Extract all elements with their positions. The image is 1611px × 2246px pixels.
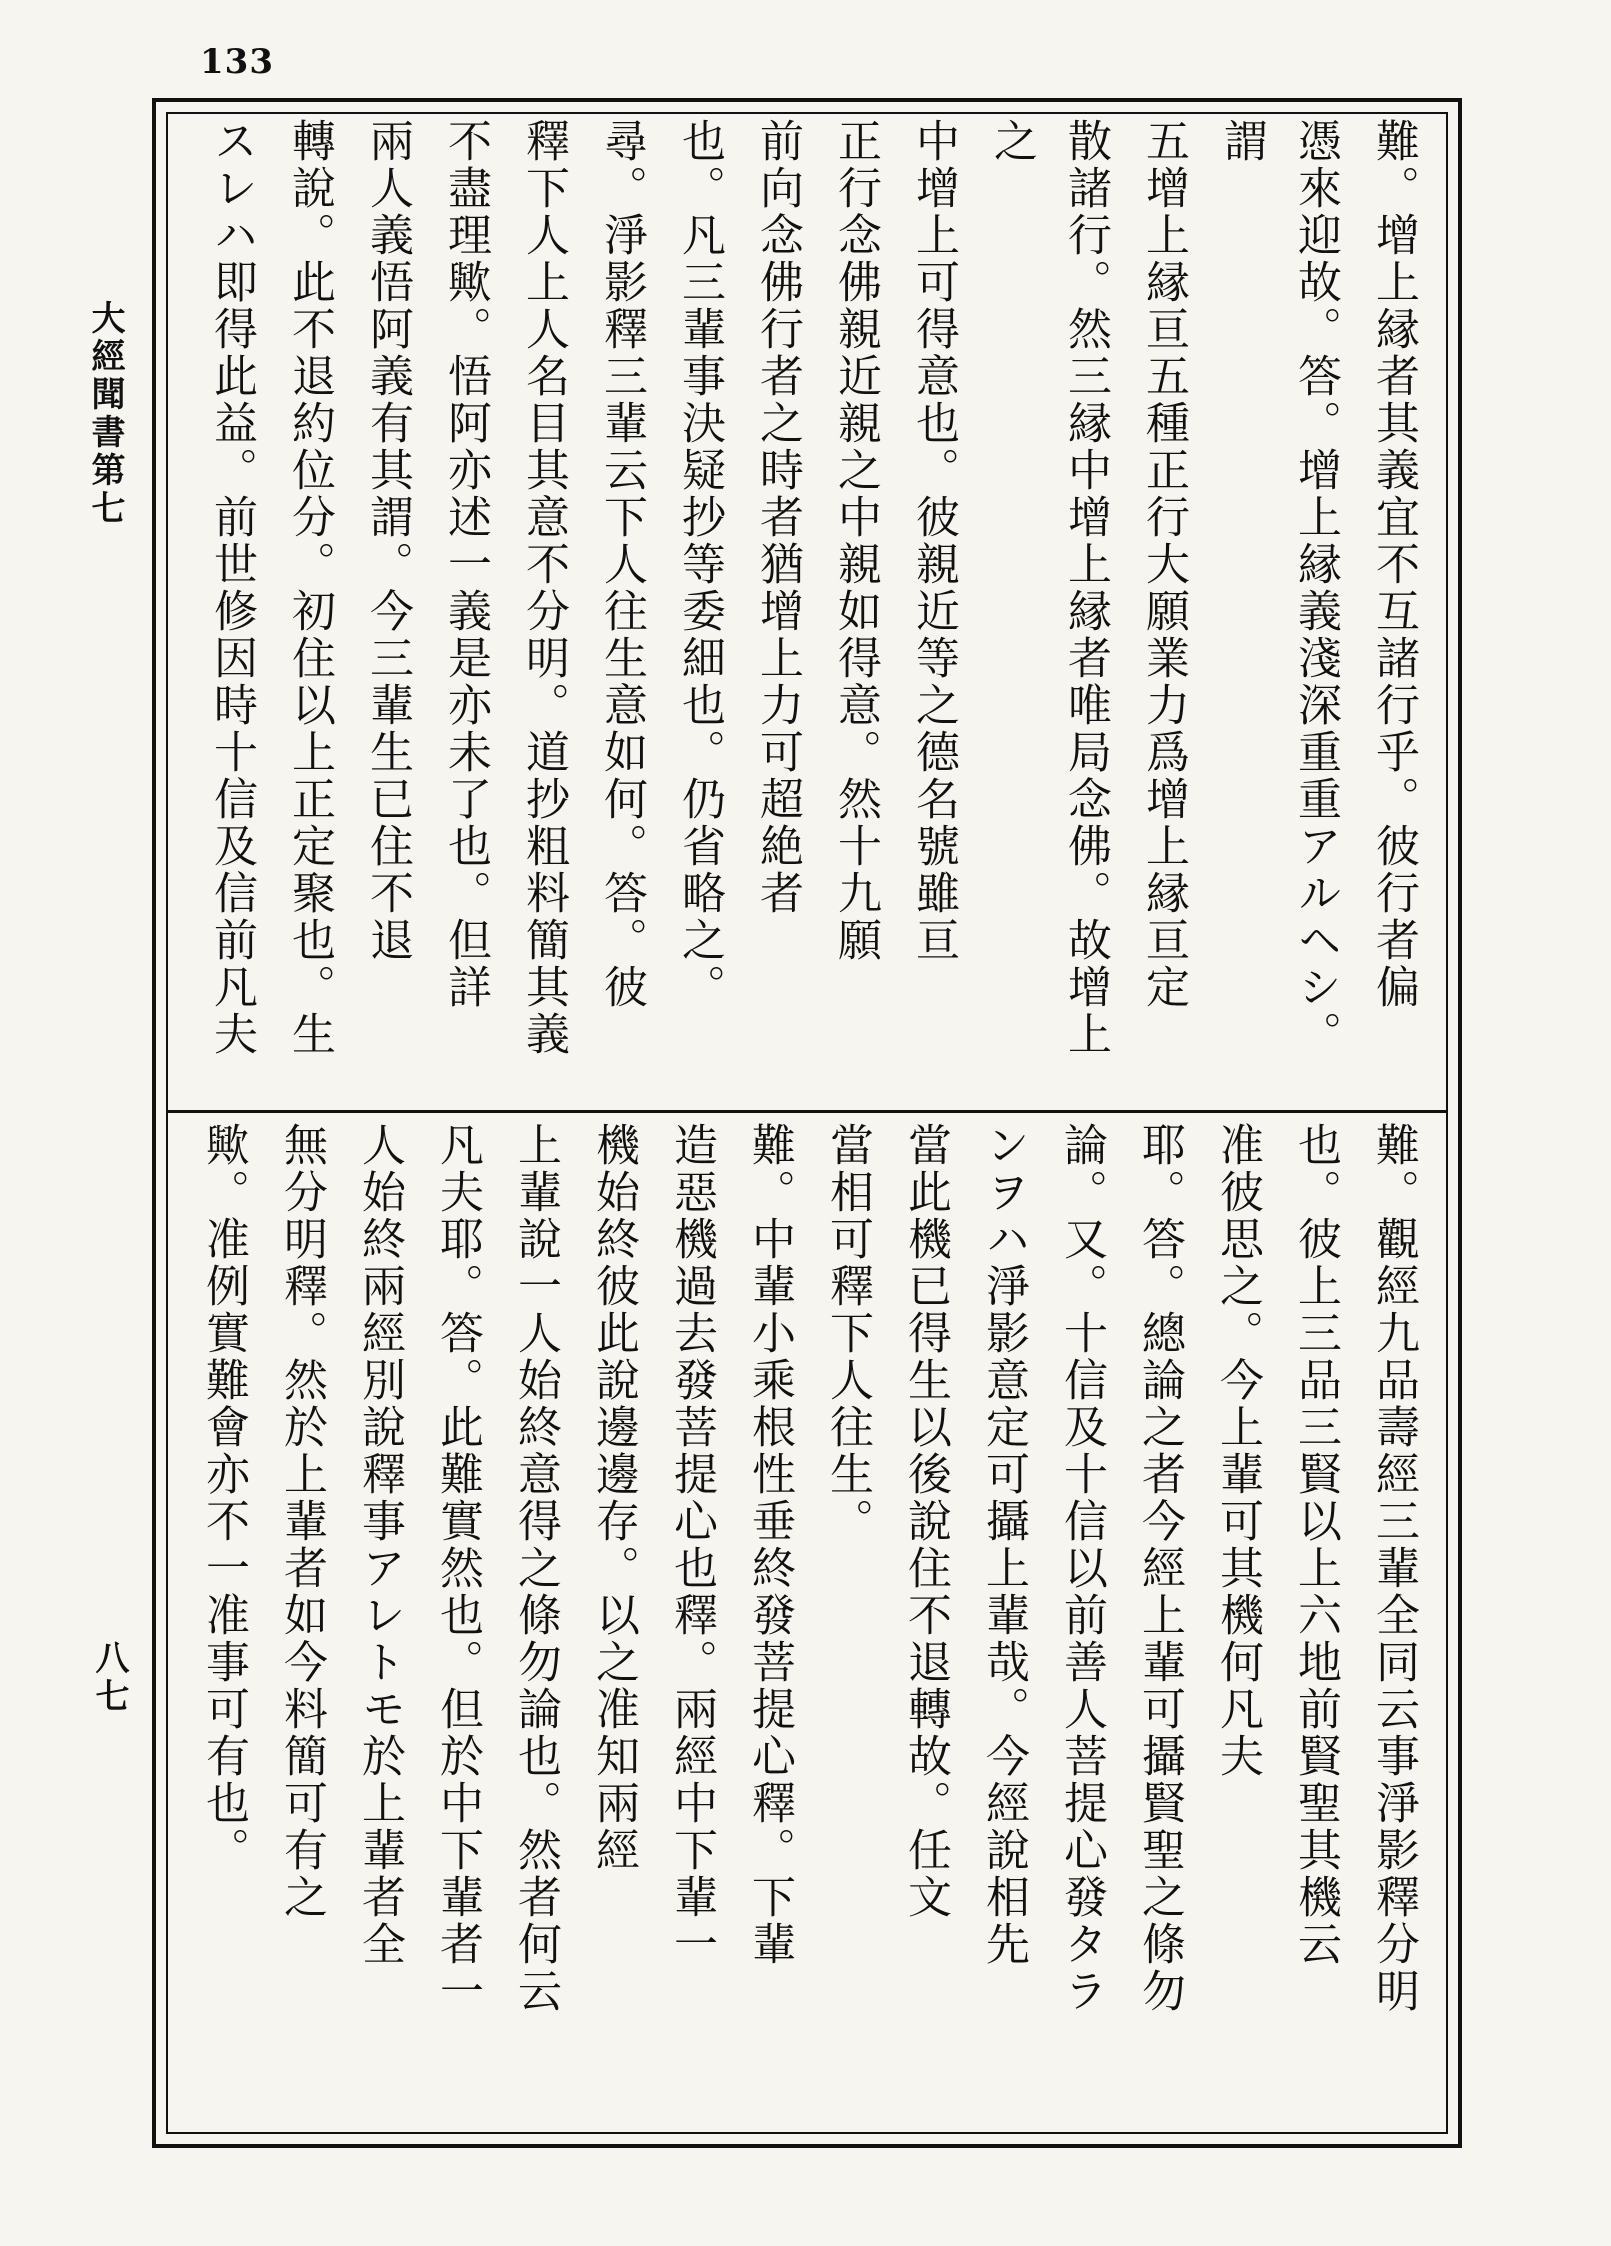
text-column: ンヲハ淨影意定可攝上輩哉。今經說相先 — [978, 1122, 1029, 1968]
text-column: 也。凡三輩事決疑抄等委細也。仍省略之。 — [674, 118, 725, 1011]
running-title: 大經聞書第七 — [85, 300, 125, 528]
text-column: 當此機已得生以後說住不退轉故。任文 — [900, 1122, 951, 1921]
text-column: 造惡機過去發菩提心也釋。兩經中下輩一 — [666, 1122, 717, 1968]
text-column: スレハ即得此益。前世修因時十信及信前凡夫 — [206, 118, 257, 1058]
text-column: 散諸行。然三縁中增上縁者唯局念佛。故增上之 — [986, 118, 1111, 1058]
text-column: 機始終彼此說邊邊存。以之准知兩經 — [588, 1122, 639, 1874]
text-column: 中增上可得意也。彼親近等之德名號雖亘 — [908, 118, 959, 964]
text-column: 耶。答。總論之者今經上輩可攝賢聖之條勿 — [1134, 1122, 1185, 2015]
text-column: 人始終兩經別說釋事アレトモ於上輩者全 — [354, 1122, 405, 1968]
text-column: 正行念佛親近親之中親如得意。然十九願 — [830, 118, 881, 964]
text-column: 前向念佛行者之時者猶增上力可超絶者 — [752, 118, 803, 917]
text-column: 不盡理歟。悟阿亦述一義是亦未了也。但詳 — [440, 118, 491, 1011]
text-column — [180, 1122, 182, 2127]
top-text-block — [180, 118, 1430, 1103]
text-column: 上輩說一人始終意得之條勿論也。然者何云 — [510, 1122, 561, 2015]
text-column: 尋。淨影釋三輩云下人往生意如何。答。彼 — [596, 118, 647, 1011]
text-column: 難。中輩小乘根性垂終發菩提心釋。下輩 — [744, 1122, 795, 1968]
folio-number: 八七 — [89, 1640, 129, 1716]
text-column: 凡夫耶。答。此難實然也。但於中下輩者一 — [432, 1122, 483, 2015]
text-column: 准彼思之。今上輩可其機何凡夫 — [1212, 1122, 1263, 1780]
text-column: 也。彼上三品三賢以上六地前賢聖其機云 — [1290, 1122, 1341, 1968]
page-number: 133 — [200, 42, 274, 82]
text-column: 當相可釋下人往生。 — [822, 1122, 873, 1545]
text-column: 兩人義悟阿義有其謂。今三輩生已住不退 — [362, 118, 413, 964]
text-column: 難。增上縁者其義宜不互諸行乎。彼行者偏 — [1368, 118, 1419, 1011]
text-column: 轉說。此不退約位分。初住以上正定聚也。生 — [284, 118, 335, 1058]
text-column: 難。觀經九品壽經三輩全同云事淨影釋分明 — [1368, 1122, 1419, 2015]
text-column: 憑來迎故。答。增上縁義淺深重重アルヘシ。謂 — [1216, 118, 1341, 1058]
text-column: 釋下人上人名目其意不分明。道抄粗料簡其義 — [518, 118, 569, 1058]
bottom-text-block — [180, 1122, 1430, 2127]
text-column: 無分明釋。然於上輩者如今料簡可有之 — [276, 1122, 327, 1921]
text-column — [180, 118, 190, 1103]
text-column: 五增上縁亘五種正行大願業力爲增上縁亘定 — [1138, 118, 1189, 1011]
section-divider — [166, 1110, 1448, 1113]
text-column: 歟。准例實難會亦不一准事可有也。 — [198, 1122, 249, 1874]
text-column: 論。又。十信及十信以前善人菩提心發タラ — [1056, 1122, 1107, 2015]
